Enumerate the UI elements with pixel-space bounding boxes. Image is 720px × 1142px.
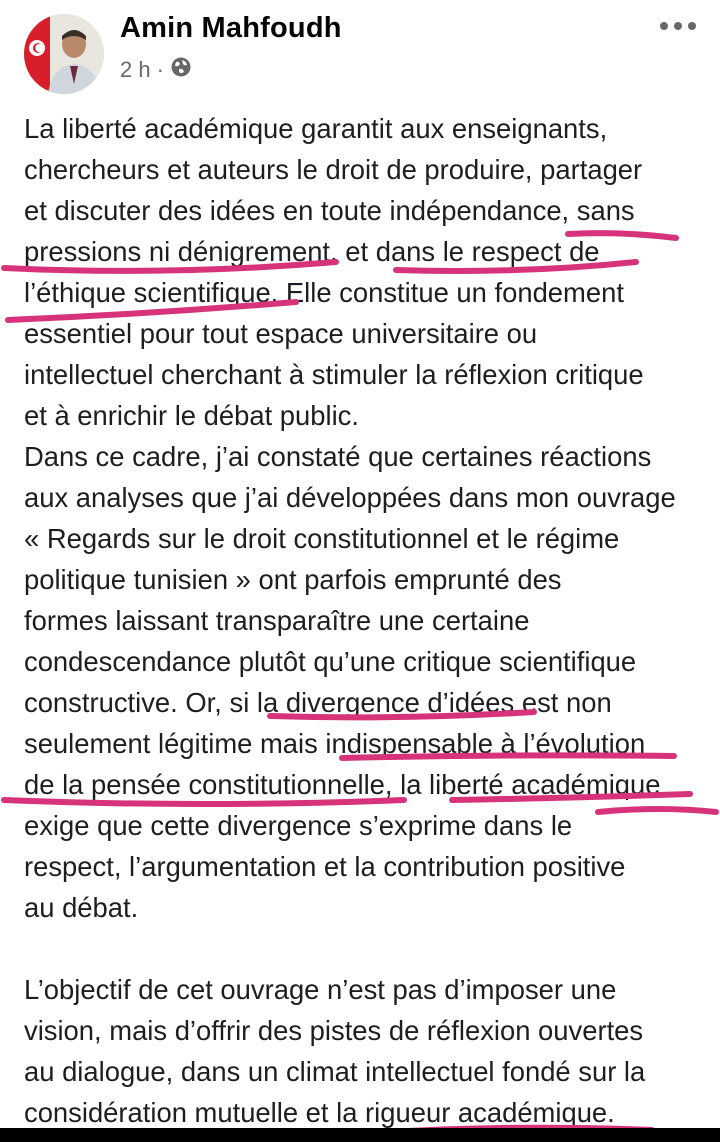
post-time[interactable]: 2 h xyxy=(120,57,151,82)
post-line: exige que cette divergence s’exprime dans le xyxy=(24,810,573,841)
post-line: essentiel pour tout espace universitaire ou xyxy=(24,318,538,349)
post-text xyxy=(24,108,714,1133)
meta-separator: · xyxy=(156,57,164,82)
post-meta xyxy=(120,56,192,84)
bottom-bar xyxy=(0,1128,720,1142)
post-blank-line xyxy=(24,928,714,969)
post-line: seulement légitime mais indispensable à l’évolution xyxy=(24,728,646,759)
post-line: vision, mais d’offrir des pistes de réflexion ouvertes xyxy=(24,1015,644,1046)
post-line: condescendance plutôt qu’une critique scientifique xyxy=(24,646,637,677)
post-line: constructive. Or, si la divergence d’idées est non xyxy=(24,687,612,718)
post-line: et discuter des idées en toute indépendance, sans xyxy=(24,195,635,226)
post-header xyxy=(0,0,720,100)
post-line: au dialogue, dans un climat intellectuel fondé sur la xyxy=(24,1056,646,1087)
globe-icon xyxy=(170,56,192,84)
post-line: pressions ni dénigrement, et dans le respect de xyxy=(24,236,600,267)
post-line: respect, l’argumentation et la contribution positive xyxy=(24,851,626,882)
post-line: L’objectif de cet ouvrage n’est pas d’imposer une xyxy=(24,974,617,1005)
post-line: au débat. xyxy=(24,892,139,923)
post-line: aux analyses que j’ai développées dans mon ouvrage xyxy=(24,482,676,513)
avatar[interactable] xyxy=(24,14,104,94)
post-line: La liberté académique garantit aux enseignants, xyxy=(24,113,608,144)
post-line: intellectuel cherchant à stimuler la réflexion critique xyxy=(24,359,644,390)
post-line: chercheurs et auteurs le droit de produire, partager xyxy=(24,154,643,185)
post-line: politique tunisien » ont parfois emprunté des xyxy=(24,564,562,595)
post-line: formes laissant transparaître une certaine xyxy=(24,605,530,636)
author-name[interactable]: Amin Mahfoudh xyxy=(120,12,342,44)
post-line: l’éthique scientifique. Elle constitue un fondement xyxy=(24,277,624,308)
post-line: considération mutuelle et la rigueur académique. xyxy=(24,1097,615,1128)
post-line: et à enrichir le débat public. xyxy=(24,400,359,431)
post-line: de la pensée constitutionnelle, la liberté académique xyxy=(24,769,661,800)
post-line: Dans ce cadre, j’ai constaté que certaines réactions xyxy=(24,441,652,472)
more-options-icon[interactable] xyxy=(658,18,698,34)
post-line: « Regards sur le droit constitutionnel et le régime xyxy=(24,523,620,554)
